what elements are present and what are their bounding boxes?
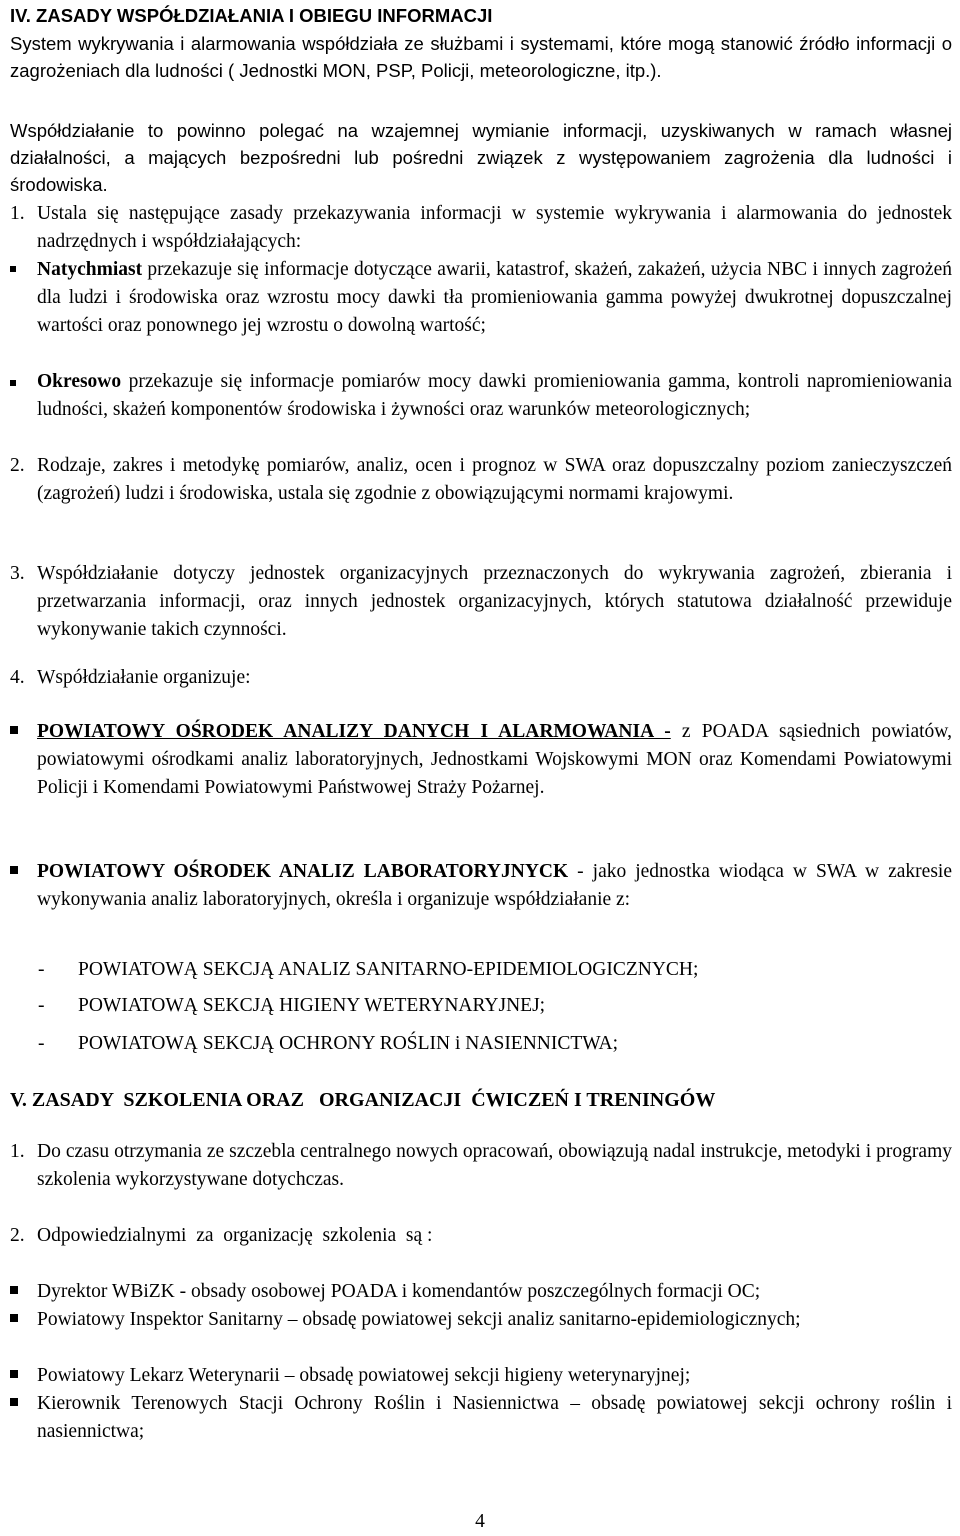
- section-5-point-1-number: 1.: [10, 1141, 25, 1162]
- dash-item: [0, 992, 960, 1020]
- cooperation-item-bold: POWIATOWY OŚRODEK ANALIZY DANYCH I ALARMOWANIA -: [37, 721, 671, 742]
- intro-paragraph: System wykrywania i alarmowania współdziała ze służbami i systemami, które mogą stanowić źródło informacji o zagrożeniach dla ludności ( Jednostki MON, PSP, Policji, meteorologiczne, itp.).: [10, 33, 952, 81]
- cooperation-item-text: [37, 718, 952, 802]
- responsible-text: Dyrektor WBiZK - obsady osobowej POADA i komendantów poszczególnych formacji OC;: [37, 1281, 761, 1302]
- dash-marker: -: [38, 1033, 45, 1054]
- dash-marker: -: [38, 959, 45, 980]
- dash-item: [0, 956, 960, 984]
- section-5-point-2-number: 2.: [10, 1225, 25, 1246]
- page-number: 4: [475, 1511, 485, 1532]
- bullet-body: przekazuje się informacje dotyczące awarii, katastrof, skażeń, zakażeń, użycia NBC i innych zagrożeń dla ludzi i środowiska oraz wzrostu mocy dawki tła promieniowania gamma powyżej dwukrotnej dopuszczalnej wartości oraz ponownego jej wzrostu o dowolną wartość;: [37, 259, 952, 336]
- square-bullet-icon: [10, 1370, 18, 1378]
- point-2-text: Rodzaje, zakres i metodykę pomiarów, analiz, ocen i prognoz w SWA oraz dopuszczalny poziom zanieczyszczeń (zagrożeń) ludzi i środowiska, ustala się zgodnie z obowiązującymi normami krajowymi.: [37, 455, 952, 504]
- dash-text: POWIATOWĄ SEKCJĄ OCHRONY ROŚLIN i NASIENNICTWA;: [78, 1033, 619, 1054]
- section-4-heading: IV. ZASADY WSPÓŁDZIAŁANIA I OBIEGU INFORMACJI: [10, 5, 493, 26]
- cooperation-item-text: [37, 858, 952, 914]
- square-bullet-icon: [10, 1314, 18, 1322]
- square-bullet-icon: [10, 380, 16, 386]
- point-3-text: Współdziałanie dotyczy jednostek organizacyjnych przeznaczonych do wykrywania zagrożeń, zbierania i przetwarzania informacji, oraz innych jednostek organizacyjnych, których statutowa działalność przewiduje wykonywanie takich czynności.: [37, 563, 952, 640]
- point-3-number: 3.: [10, 563, 25, 584]
- responsible-text: Powiatowy Lekarz Weterynarii – obsadę powiatowej sekcji higieny weterynaryjnej;: [37, 1365, 691, 1386]
- bullet-text: [37, 368, 952, 424]
- bullet-bold: Okresowo: [37, 371, 122, 392]
- square-bullet-icon: [10, 266, 16, 272]
- cooperation-item-body: - jako jednostka wiodąca w SWA w zakresie wykonywania analiz laboratoryjnych, określa i organizuje współdziałanie z:: [37, 861, 952, 910]
- point-4-number: 4.: [10, 667, 25, 688]
- square-bullet-icon: [10, 866, 18, 874]
- section-5-point-1-text: Do czasu otrzymania ze szczebla centralnego nowych opracowań, obowiązują nadal instrukcje, metodyki i programy szkolenia wykorzystywane dotychczas.: [37, 1141, 952, 1190]
- bullet-body: przekazuje się informacje pomiarów mocy dawki promieniowania gamma, kontroli napromieniowania ludności, skażeń komponentów środowiska i żywności oraz warunków meteorologicznych;: [37, 371, 952, 420]
- square-bullet-icon: [10, 1286, 18, 1294]
- point-1-text: Ustala się następujące zasady przekazywania informacji w systemie wykrywania i alarmowania do jednostek nadrzędnych i współdziałających:: [37, 203, 952, 252]
- dash-marker: -: [38, 995, 45, 1016]
- point-2-number: 2.: [10, 455, 25, 476]
- bullet-bold: Natychmiast: [37, 259, 143, 280]
- section-5-point-2-text: Odpowiedzialnymi za organizację szkolenia są :: [37, 1225, 433, 1246]
- point-1-number: 1.: [10, 203, 25, 224]
- section-5-heading: V. ZASADY SZKOLENIA ORAZ ORGANIZACJI ĆWICZEŃ I TRENINGÓW: [10, 1089, 716, 1111]
- dash-text: POWIATOWĄ SEKCJĄ ANALIZ SANITARNO-EPIDEMIOLOGICZNYCH;: [78, 959, 699, 980]
- dash-text: POWIATOWĄ SEKCJĄ HIGIENY WETERYNARYJNEJ;: [78, 995, 546, 1016]
- cooperation-item-body: z POADA sąsiednich powiatów, powiatowymi ośrodkami analiz laboratoryjnych, Jednostkami Wojskowymi MON oraz Komendami Powiatowymi Policji i Komendami Powiatowymi Państwowej Straży Pożarnej.: [37, 721, 952, 798]
- dash-item: [0, 1030, 960, 1058]
- point-4-text: Współdziałanie organizuje:: [37, 667, 251, 688]
- square-bullet-icon: [10, 726, 18, 734]
- bullet-text: [37, 256, 952, 340]
- responsible-text: Powiatowy Inspektor Sanitarny – obsadę powiatowej sekcji analiz sanitarno-epidemiologicznych;: [37, 1309, 801, 1330]
- responsible-text: Kierownik Terenowych Stacji Ochrony Roślin i Nasiennictwa – obsadę powiatowej sekcji ochrony roślin i nasiennictwa;: [37, 1393, 952, 1442]
- cooperation-item-bold: POWIATOWY OŚRODEK ANALIZ LABORATORYJNYCK: [37, 861, 569, 882]
- cooperation-paragraph: Współdziałanie to powinno polegać na wzajemnej wymianie informacji, uzyskiwanych w ramach własnej działalności, a mających bezpośredni lub pośredni związek z występowaniem zagrożenia dla ludności i środowiska.: [10, 120, 952, 195]
- square-bullet-icon: [10, 1398, 18, 1406]
